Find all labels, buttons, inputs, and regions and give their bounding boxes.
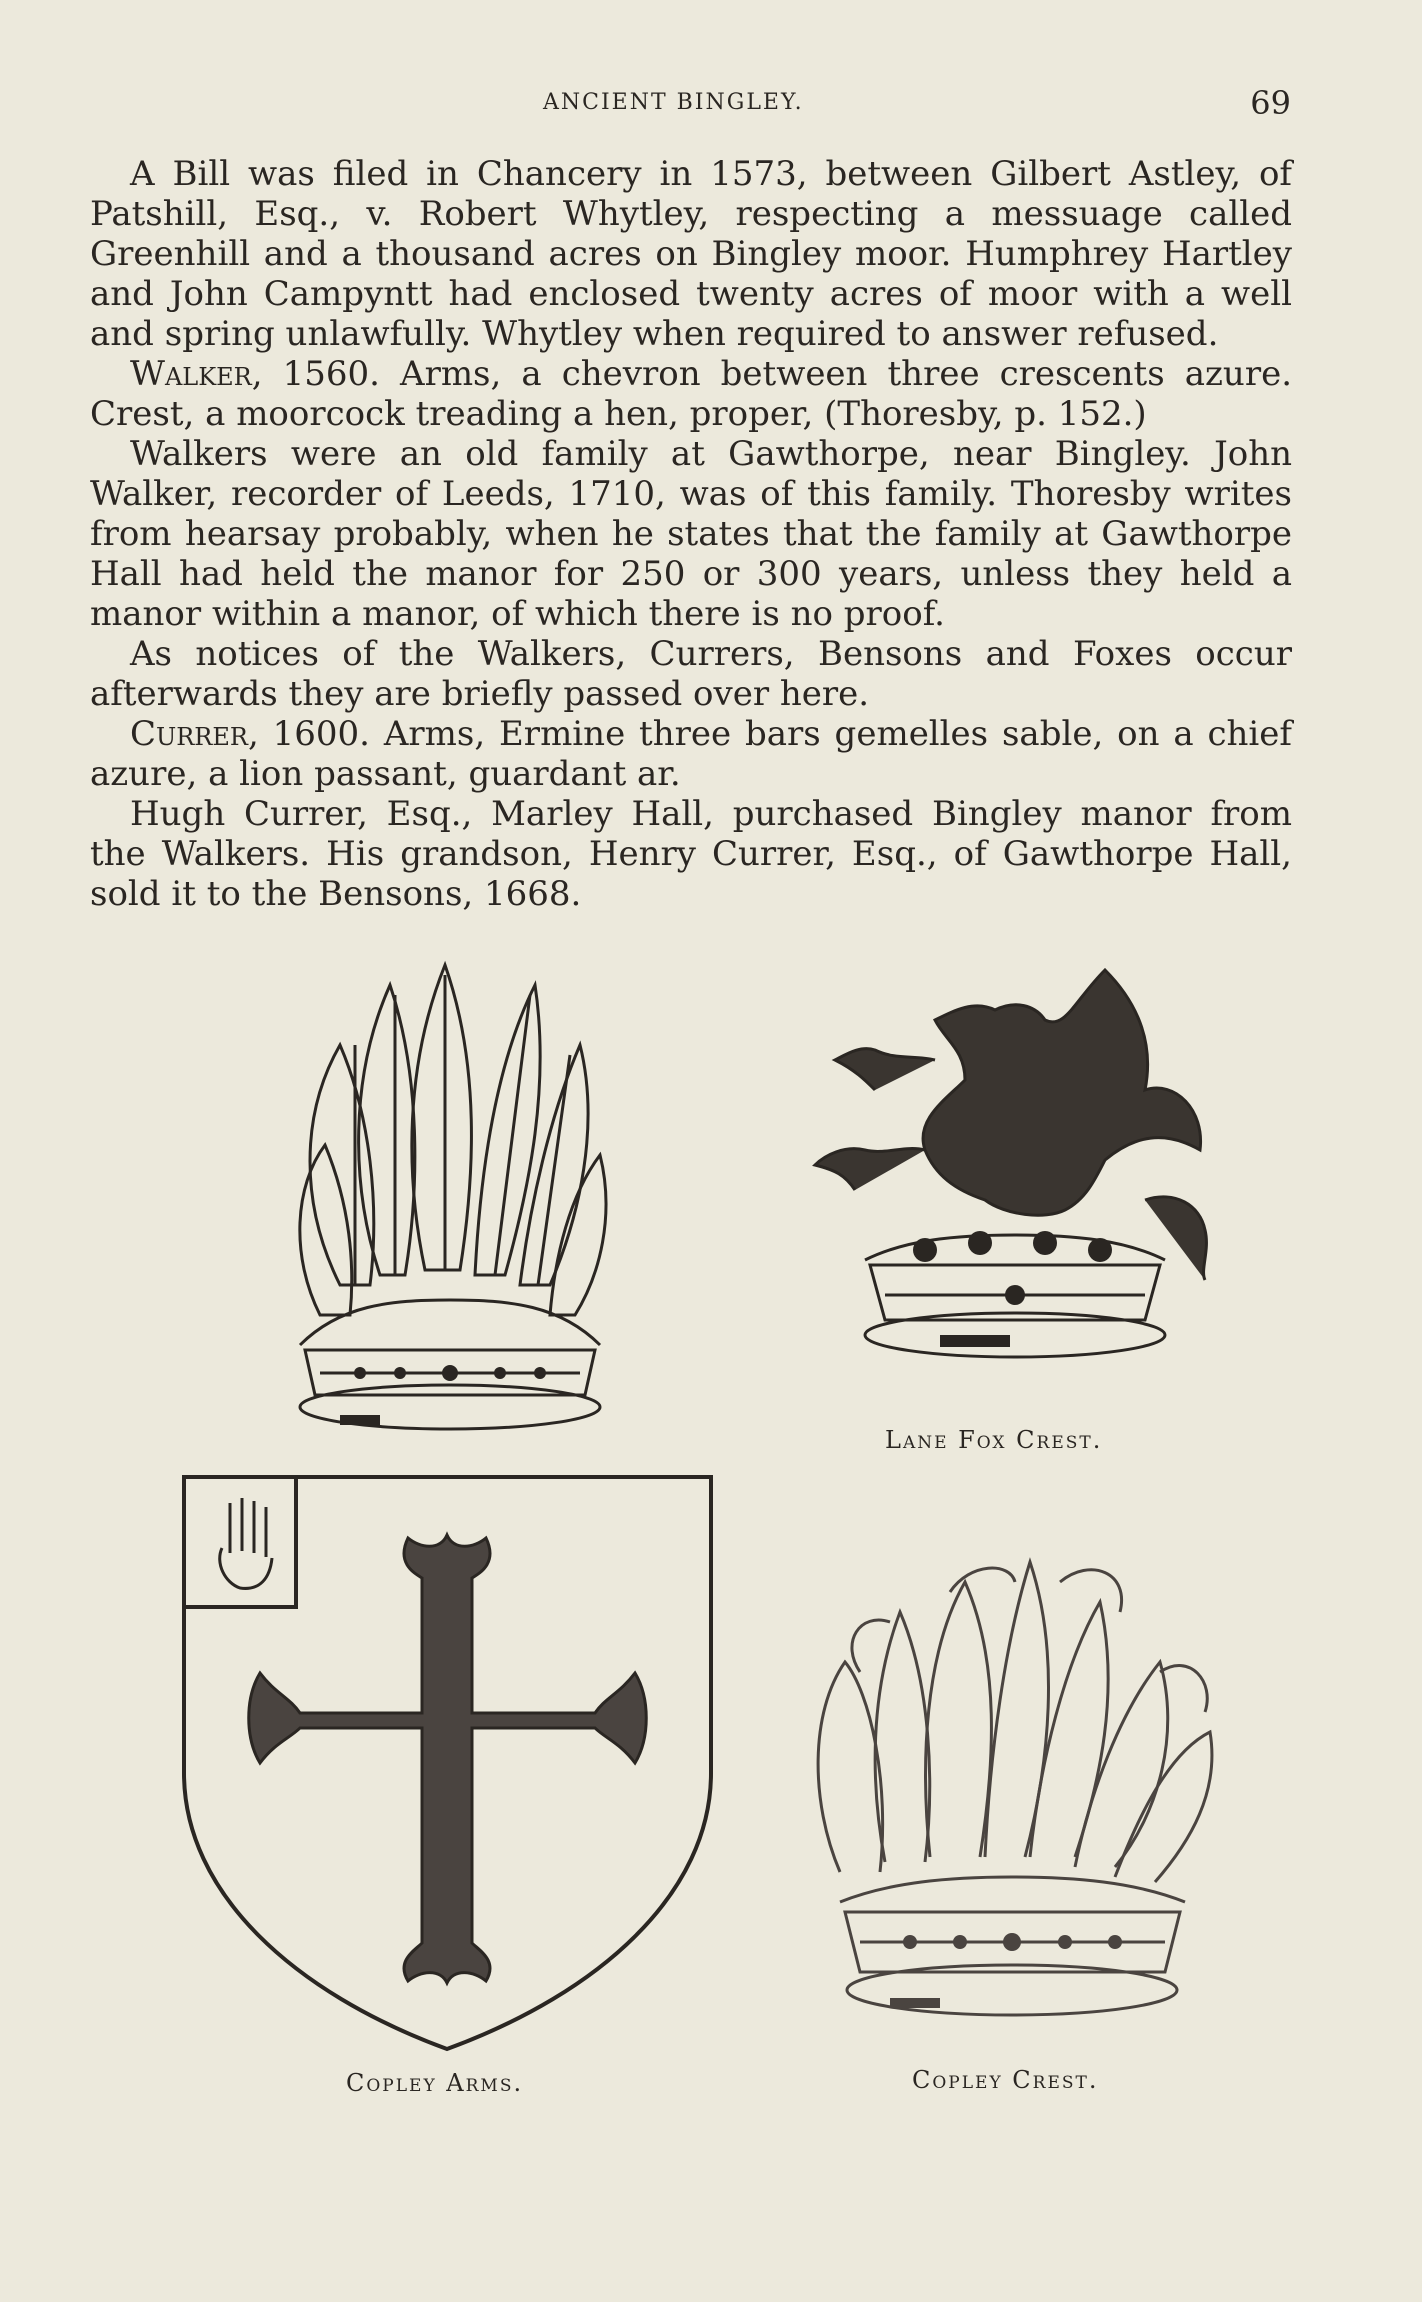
body-text [90, 154, 1292, 914]
plume-crest-icon [280, 955, 620, 1445]
lane-fox-crest-illustration [805, 960, 1225, 1400]
copley-crest-illustration [800, 1542, 1225, 2042]
paragraph-currer-sale: Hugh Currer, Esq., Marley Hall, purchased Bingley manor from the Walkers. His grandson, Henry Currer, Esq., of Gawthorpe Hall, sold it to the Bensons, 1668. [90, 794, 1292, 914]
copley-arms-illustration [180, 1473, 715, 2053]
paragraph-walkers-family: Walkers were an old family at Gawthorpe, near Bingley. John Walker, recorder of Leeds, 1710, was of this family. Thoresby writes from hearsay probably, when he states that the family at Gawthorpe Hall had held the manor for 250 or 300 years, unless they held a manor within a manor, of which there is no proof. [90, 434, 1292, 634]
walker-name: Walker, [130, 354, 263, 394]
paragraph-currer-arms [90, 714, 1292, 794]
walker-arms-text: 1560. Arms, a chevron between three crescents azure. Crest, a moorcock treading a hen, proper, (Thoresby, p. 152.) [90, 354, 1292, 434]
lane-fox-crest-caption: Lane Fox Crest. [885, 1426, 1103, 1454]
plume-crest-illustration [280, 955, 620, 1445]
shield-icon [180, 1473, 715, 2053]
griffin-crest-icon [805, 960, 1225, 1400]
currer-arms-text: 1600. Arms, Ermine three bars gemelles sable, on a chief azure, a lion passant, guardant ar. [90, 714, 1292, 794]
currer-name: Currer, [130, 714, 259, 754]
paragraph-walker-arms [90, 354, 1292, 434]
paragraph-chancery-bill: A Bill was filed in Chancery in 1573, between Gilbert Astley, of Patshill, Esq., v. Robert Whytley, respecting a messuage called Greenhill and a thousand acres on Bingley moor. Humphrey Hartley and John Campyntt had enclosed twenty acres of moor with a well and spring unlawfully. Whytley when required to answer refused. [90, 154, 1292, 354]
paragraph-notices: As notices of the Walkers, Currers, Bensons and Foxes occur afterwards they are briefly passed over here. [90, 634, 1292, 714]
cross-patonce-icon [249, 1535, 647, 1983]
hand-icon [220, 1498, 272, 1588]
plume-crest-icon [800, 1542, 1225, 2042]
copley-crest-caption: Copley Crest. [912, 2066, 1099, 2094]
page-header [90, 84, 1290, 124]
running-title: ANCIENT BINGLEY. [543, 90, 804, 115]
page-number: 69 [1250, 84, 1291, 122]
copley-arms-caption: Copley Arms. [346, 2069, 524, 2097]
